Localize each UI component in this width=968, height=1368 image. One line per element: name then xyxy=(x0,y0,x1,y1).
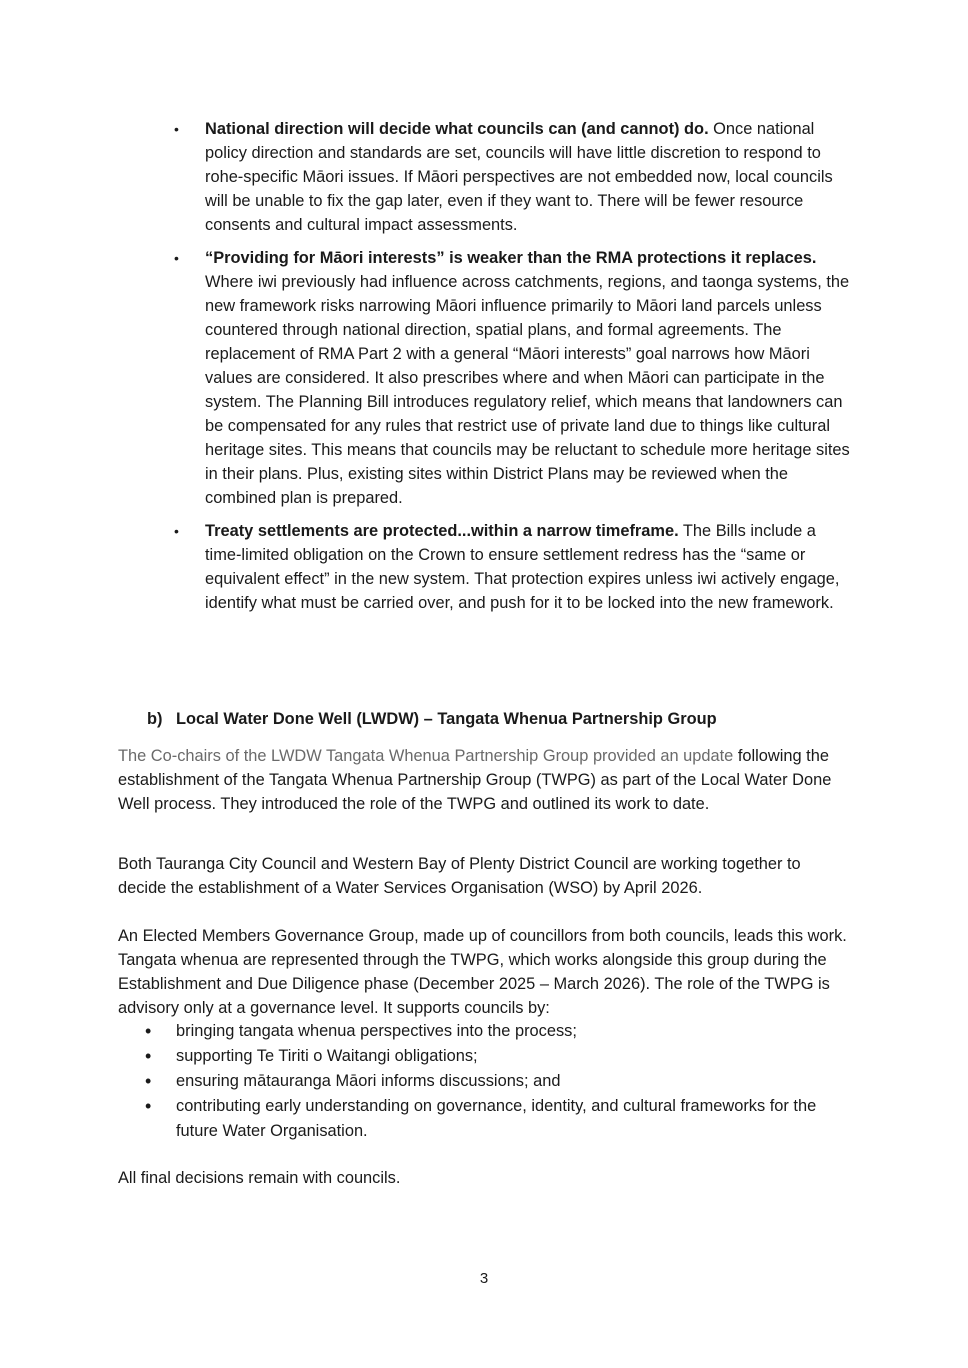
bullet-icon: • xyxy=(174,250,179,266)
rma-impacts-list xyxy=(174,117,855,624)
list-item xyxy=(145,1044,856,1069)
section-title: Local Water Done Well (LWDW) – Tangata Whenua Partnership Group xyxy=(176,710,717,728)
list-item xyxy=(145,1019,856,1044)
paragraph-governance: An Elected Members Governance Group, made up of councillors from both councils, leads this work. Tangata whenua are represented through the TWPG, which works alongside this group during the Establishment and Due Diligence phase (December 2025 – March 2026). The role of the TWPG is advisory only at a governance level. It supports councils by: xyxy=(118,927,847,1017)
page-number: 3 xyxy=(479,1270,489,1287)
bullet-icon: • xyxy=(174,121,179,137)
list-item xyxy=(174,519,855,615)
list-item xyxy=(145,1069,856,1094)
list-item xyxy=(174,246,855,510)
bullet-heading: “Providing for Māori interests” is weaker than the RMA protections it replaces. xyxy=(205,249,817,267)
bullet-icon: • xyxy=(145,1071,152,1091)
section-heading xyxy=(147,707,847,731)
bullet-heading: Treaty settlements are protected...within a narrow timeframe. xyxy=(205,522,679,540)
paragraph-body: following the establishment of the Tangata Whenua Partnership Group (TWPG) as part of the Local Water Done Well process. They introduced the role of the TWPG and outlined its work to date. xyxy=(118,747,832,813)
list-item-text: contributing early understanding on governance, identity, and cultural frameworks for the future Water Organisation. xyxy=(176,1097,817,1140)
support-list xyxy=(145,1019,856,1144)
bullet-heading: National direction will decide what councils can (and cannot) do. xyxy=(205,120,709,138)
section-letter: b) xyxy=(147,710,163,728)
bullet-icon: • xyxy=(174,523,179,539)
list-item-text: bringing tangata whenua perspectives into the process; xyxy=(176,1022,577,1040)
paragraph-lead: The Co-chairs of the LWDW Tangata Whenua Partnership Group provided an update xyxy=(118,747,734,765)
bullet-icon: • xyxy=(145,1046,152,1066)
bullet-text: The Bills include a time-limited obligation on the Crown to ensure settlement redress has the “same or equivalent effect” in the new system. That protection expires unless iwi actively engage, identify what must be carried over, and push for it to be locked into the new framework. xyxy=(205,522,840,612)
list-item-text: ensuring mātauranga Māori informs discussions; and xyxy=(176,1072,561,1090)
bullet-text: Once national policy direction and standards are set, councils will have little discretion to respond to rohe-specific Māori issues. If Māori perspectives are not embedded now, local councils will be unable to fix the gap later, even if they want to. There will be fewer resource consents and cultural impact assessments. xyxy=(205,120,833,234)
list-item xyxy=(174,117,855,237)
list-item xyxy=(145,1094,856,1143)
paragraph-decisions: All final decisions remain with councils. xyxy=(118,1169,401,1187)
list-item-text: supporting Te Tiriti o Waitangi obligations; xyxy=(176,1047,478,1065)
paragraph-councils: Both Tauranga City Council and Western Bay of Plenty District Council are working together to decide the establishment of a Water Services Organisation (WSO) by April 2026. xyxy=(118,855,801,897)
paragraph-update xyxy=(118,744,853,816)
bullet-icon: • xyxy=(145,1021,152,1041)
bullet-text: Where iwi previously had influence across catchments, regions, and taonga systems, the new framework risks narrowing Māori influence primarily to Māori land parcels unless countered through national direction, spatial plans, and formal agreements. The replacement of RMA Part 2 with a general “Māori interests” goal narrows how Māori values are considered. It also prescribes where and when Māori can participate in the system. The Planning Bill introduces regulatory relief, which means that landowners can be compensated for any rules that restrict use of private land due to things like cultural heritage sites. This means that councils may be reluctant to schedule more heritage sites in their plans. Plus, existing sites within District Plans may be reviewed when the combined plan is prepared. xyxy=(205,273,850,507)
bullet-icon: • xyxy=(145,1096,152,1116)
